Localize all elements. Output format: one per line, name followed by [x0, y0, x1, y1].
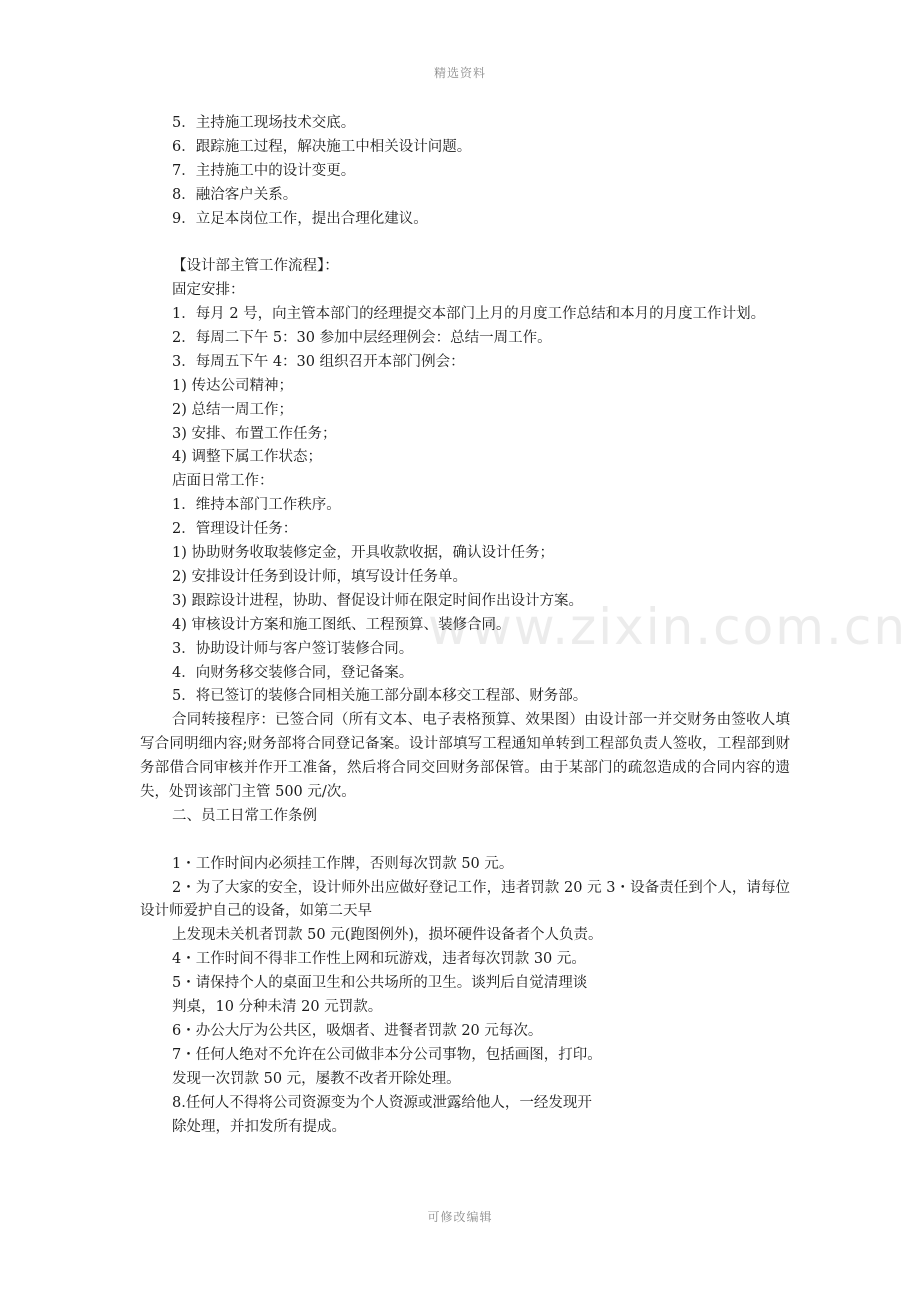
list-item: 3) 跟踪设计进程，协助、督促设计师在限定时间作出设计方案。: [172, 592, 583, 609]
list-item: 3) 安排、布置工作任务；: [172, 425, 337, 442]
rule-line: 发现一次罚款 50 元，屡教不改者开除处理。: [172, 1070, 461, 1087]
page-footer: 可修改编辑: [427, 1210, 493, 1224]
subsection-label: 店面日常工作：: [172, 473, 274, 490]
rule-line: 4・工作时间不得非工作性上网和玩游戏，违者每次罚款 30 元。: [172, 951, 586, 968]
list-item: 2) 总结一周工作；: [172, 401, 293, 418]
list-item: 9．立足本岗位工作，提出合理化建议。: [172, 210, 428, 227]
list-item: 2．管理设计任务：: [172, 521, 298, 538]
list-item: 3．每周五下午 4：30 组织召开本部门例会：: [172, 353, 465, 370]
section-heading: 二、员工日常工作条例: [172, 807, 317, 824]
list-item: 8．融洽客户关系。: [172, 186, 298, 203]
rule-item: 2・为了大家的安全，设计师外出应做好登记工作，违者罚款 20 元 3・设备责任到个人，请每位设计师爱护自己的设备，如第二天早: [140, 879, 790, 920]
list-item: 4) 审核设计方案和施工图纸、工程预算、装修合同。: [172, 616, 511, 633]
list-item: 1) 协助财务收取装修定金，开具收款收据，确认设计任务；: [172, 545, 554, 562]
list-item: 1．每月 2 号，向主管本部门的经理提交本部门上月的月度工作总结和本月的月度工作计划。: [172, 306, 766, 323]
document-body: [140, 112, 790, 1139]
list-item: 5．主持施工现场技术交底。: [172, 115, 356, 131]
contract-paragraph: 合同转接程序：已签合同（所有文本、电子表格预算、效果图）由设计部一并交财务由签收人填写合同明细内容;财务部将合同登记备案。设计部填写工程通知单转到工程部负责人签收，工程部到财务部借合同审核并作开工准备，然后将合同交回财务部保管。由于某部门的疏忽造成的合同内容的遗失，处罚该部门主管 500 元/次。: [140, 712, 790, 800]
page-header: 精选资料: [433, 66, 486, 80]
subsection-label: 固定安排：: [172, 282, 245, 299]
rule-line: 上发现未关机者罚款 50 元(跑图例外)，损坏硬件设备者个人负责。: [172, 927, 603, 944]
rule-item: 1・工作时间内必须挂工作牌，否则每次罚款 50 元。: [172, 855, 514, 872]
list-item: 5．将已签订的装修合同相关施工部分副本移交工程部、财务部。: [172, 688, 588, 705]
list-item: 6．跟踪施工过程，解决施工中相关设计问题。: [172, 138, 472, 155]
list-item: 3．协助设计师与客户签订装修合同。: [172, 640, 414, 657]
list-item: 4) 调整下属工作状态；: [172, 449, 322, 466]
list-item: 1) 传达公司精神；: [172, 377, 293, 394]
list-item: 2．每周二下午 5：30 参加中层经理例会：总结一周工作。: [172, 330, 552, 347]
watermark: www.zixin.com.cn: [428, 598, 908, 656]
rule-line: 5・请保持个人的桌面卫生和公共场所的卫生。谈判后自觉清理谈: [172, 975, 588, 992]
rule-line: 除处理，并扣发所有提成。: [172, 1118, 346, 1135]
rule-line: 8.任何人不得将公司资源变为个人资源或泄露给他人，一经发现开: [172, 1094, 592, 1111]
spacer: [140, 231, 790, 255]
list-item: 7．主持施工中的设计变更。: [172, 162, 356, 179]
list-item: 1．维持本部门工作秩序。: [172, 497, 341, 514]
rule-line: 6・办公大厅为公共区，吸烟者、进餐者罚款 20 元每次。: [172, 1022, 543, 1039]
list-item: 2) 安排设计任务到设计师，填写设计任务单。: [172, 568, 467, 585]
rule-line: 7・任何人绝对不允许在公司做非本分公司事物，包括画图，打印。: [172, 1046, 602, 1063]
list-item: 4．向财务移交装修合同，登记备案。: [172, 664, 414, 681]
rule-line: 判桌，10 分种未清 20 元罚款。: [172, 999, 383, 1016]
section-heading: 【设计部主管工作流程】：: [172, 258, 339, 275]
spacer: [140, 829, 790, 853]
